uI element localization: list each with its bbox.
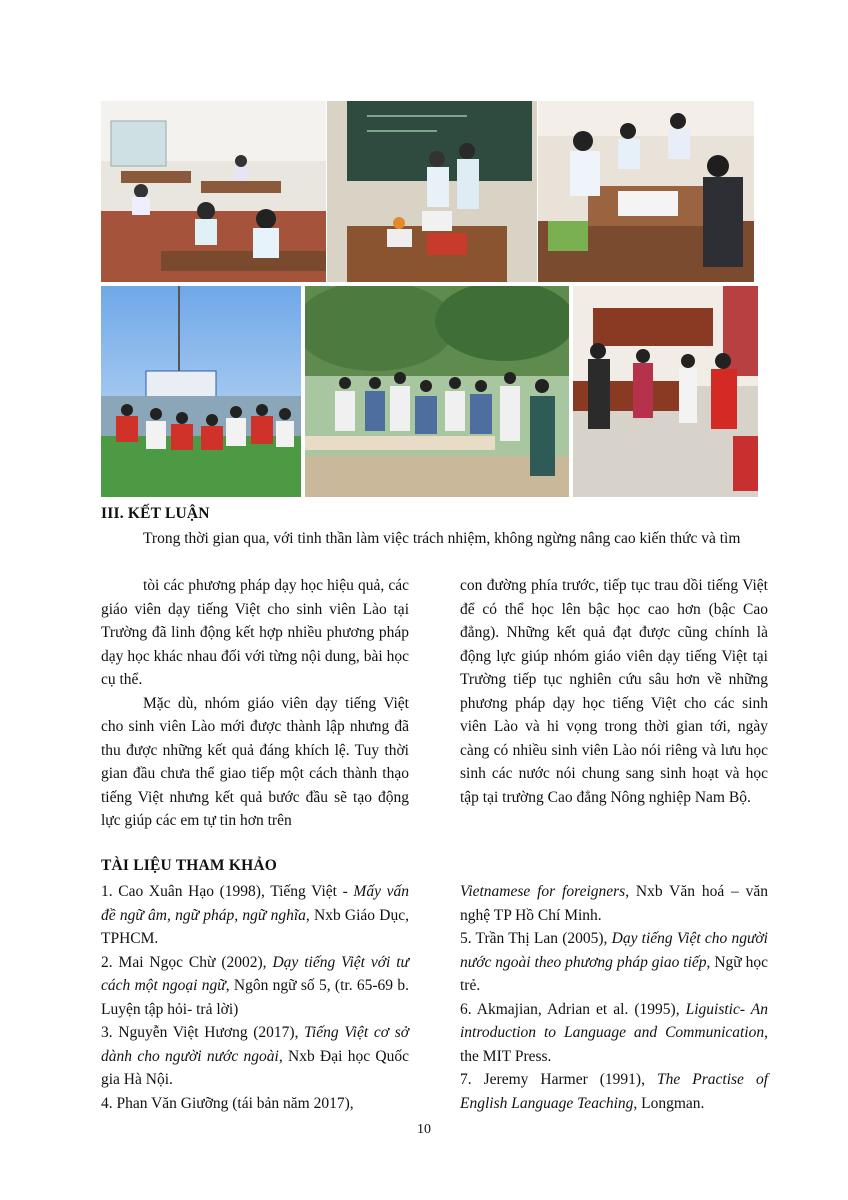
photo-kitchen-cooking (573, 286, 758, 497)
page-number: 10 (417, 1122, 431, 1137)
conclusion-right-column (460, 574, 768, 809)
references-heading: TÀI LIỆU THAM KHẢO (101, 857, 277, 874)
reference-item: 2. Mai Ngọc Chừ (2002), Dạy tiếng Việt với tư cách một ngoại ngữ, Ngôn ngữ số 5, (tr. 65-69 b. Luyện tập hỏi- trả lời) (101, 953, 409, 1018)
references-left-column (101, 880, 409, 1115)
reference-item: 7. Jeremy Harmer (1991), The Practise of English Language Teaching, Longman. (460, 1071, 768, 1112)
references-right-column (460, 880, 768, 1115)
conclusion-para-1: tòi các phương pháp dạy học hiệu quả, các giáo viên dạy tiếng Việt cho sinh viên Lào tại Trường đã linh động kết hợp nhiều phương pháp dạy học khác nhau đối với từng nội dung, bài học cụ thể. (101, 577, 409, 688)
reference-item: 1. Cao Xuân Hạo (1998), Tiếng Việt - Mấy vấn đề ngữ âm, ngữ pháp, ngữ nghĩa, Nxb Giáo Dục, TPHCM. (101, 883, 410, 947)
conclusion-left-column (101, 574, 409, 833)
reference-item: 3. Nguyễn Việt Hương (2017), Tiếng Việt cơ sở dành cho người nước ngoài, Nxb Đại học Quốc gia Hà Nội. (101, 1024, 410, 1088)
conclusion-para-3: con đường phía trước, tiếp tục trau dồi tiếng Việt để có thể học lên bậc học cao hơn (bậc Cao đẳng). Những kết quả đạt được cũng chính là động lực giúp nhóm giáo viên dạy tiếng Việt tại Trường tiếp tục nghiên cứu sâu hơn về những phương pháp dạy học tiếng Việt cho các sinh viên Lào và hi vọng trong thời gian tới, ngày càng có nhiều sinh viên Lào nói riêng và lưu học sinh các nước nói chung sang sinh hoạt và học tập tại trường Cao đẳng Nông nghiệp Nam Bộ. (460, 577, 768, 806)
photo-classroom-writing (101, 101, 326, 282)
conclusion-para-2: Mặc dù, nhóm giáo viên dạy tiếng Việt cho sinh viên Lào mới được thành lập nhưng đã thu được những kết quả đáng khích lệ. Tuy thời gian đầu chưa thể giao tiếp một cách thành thạo tiếng Việt nhưng kết quả bước đầu sẽ tạo động lực giúp các em tự tin hơn trên (101, 694, 409, 829)
photo-students-reading (538, 101, 754, 282)
reference-item-continued: Vietnamese for foreigners, Nxb Văn hoá – văn nghệ TP Hồ Chí Minh. (460, 883, 768, 924)
section-heading: III. KẾT LUẬN (101, 505, 210, 522)
photo-outdoor-group (305, 286, 569, 497)
intro-line: Trong thời gian qua, với tinh thần làm việc trách nhiệm, không ngừng nâng cao kiến thức và tìm (143, 530, 741, 547)
photo-blackboard-game (327, 101, 537, 282)
reference-item: 5. Trần Thị Lan (2005), Dạy tiếng Việt cho người nước ngoài theo phương pháp giao tiếp, Ngữ học trẻ. (460, 930, 768, 994)
photo-football-team (101, 286, 301, 497)
reference-item: 4. Phan Văn Giưỡng (tái bản năm 2017), (101, 1094, 354, 1112)
reference-item: 6. Akmajian, Adrian et al. (1995), Liguistic- An introduction to Language and Communication, the MIT Press. (460, 1000, 769, 1065)
